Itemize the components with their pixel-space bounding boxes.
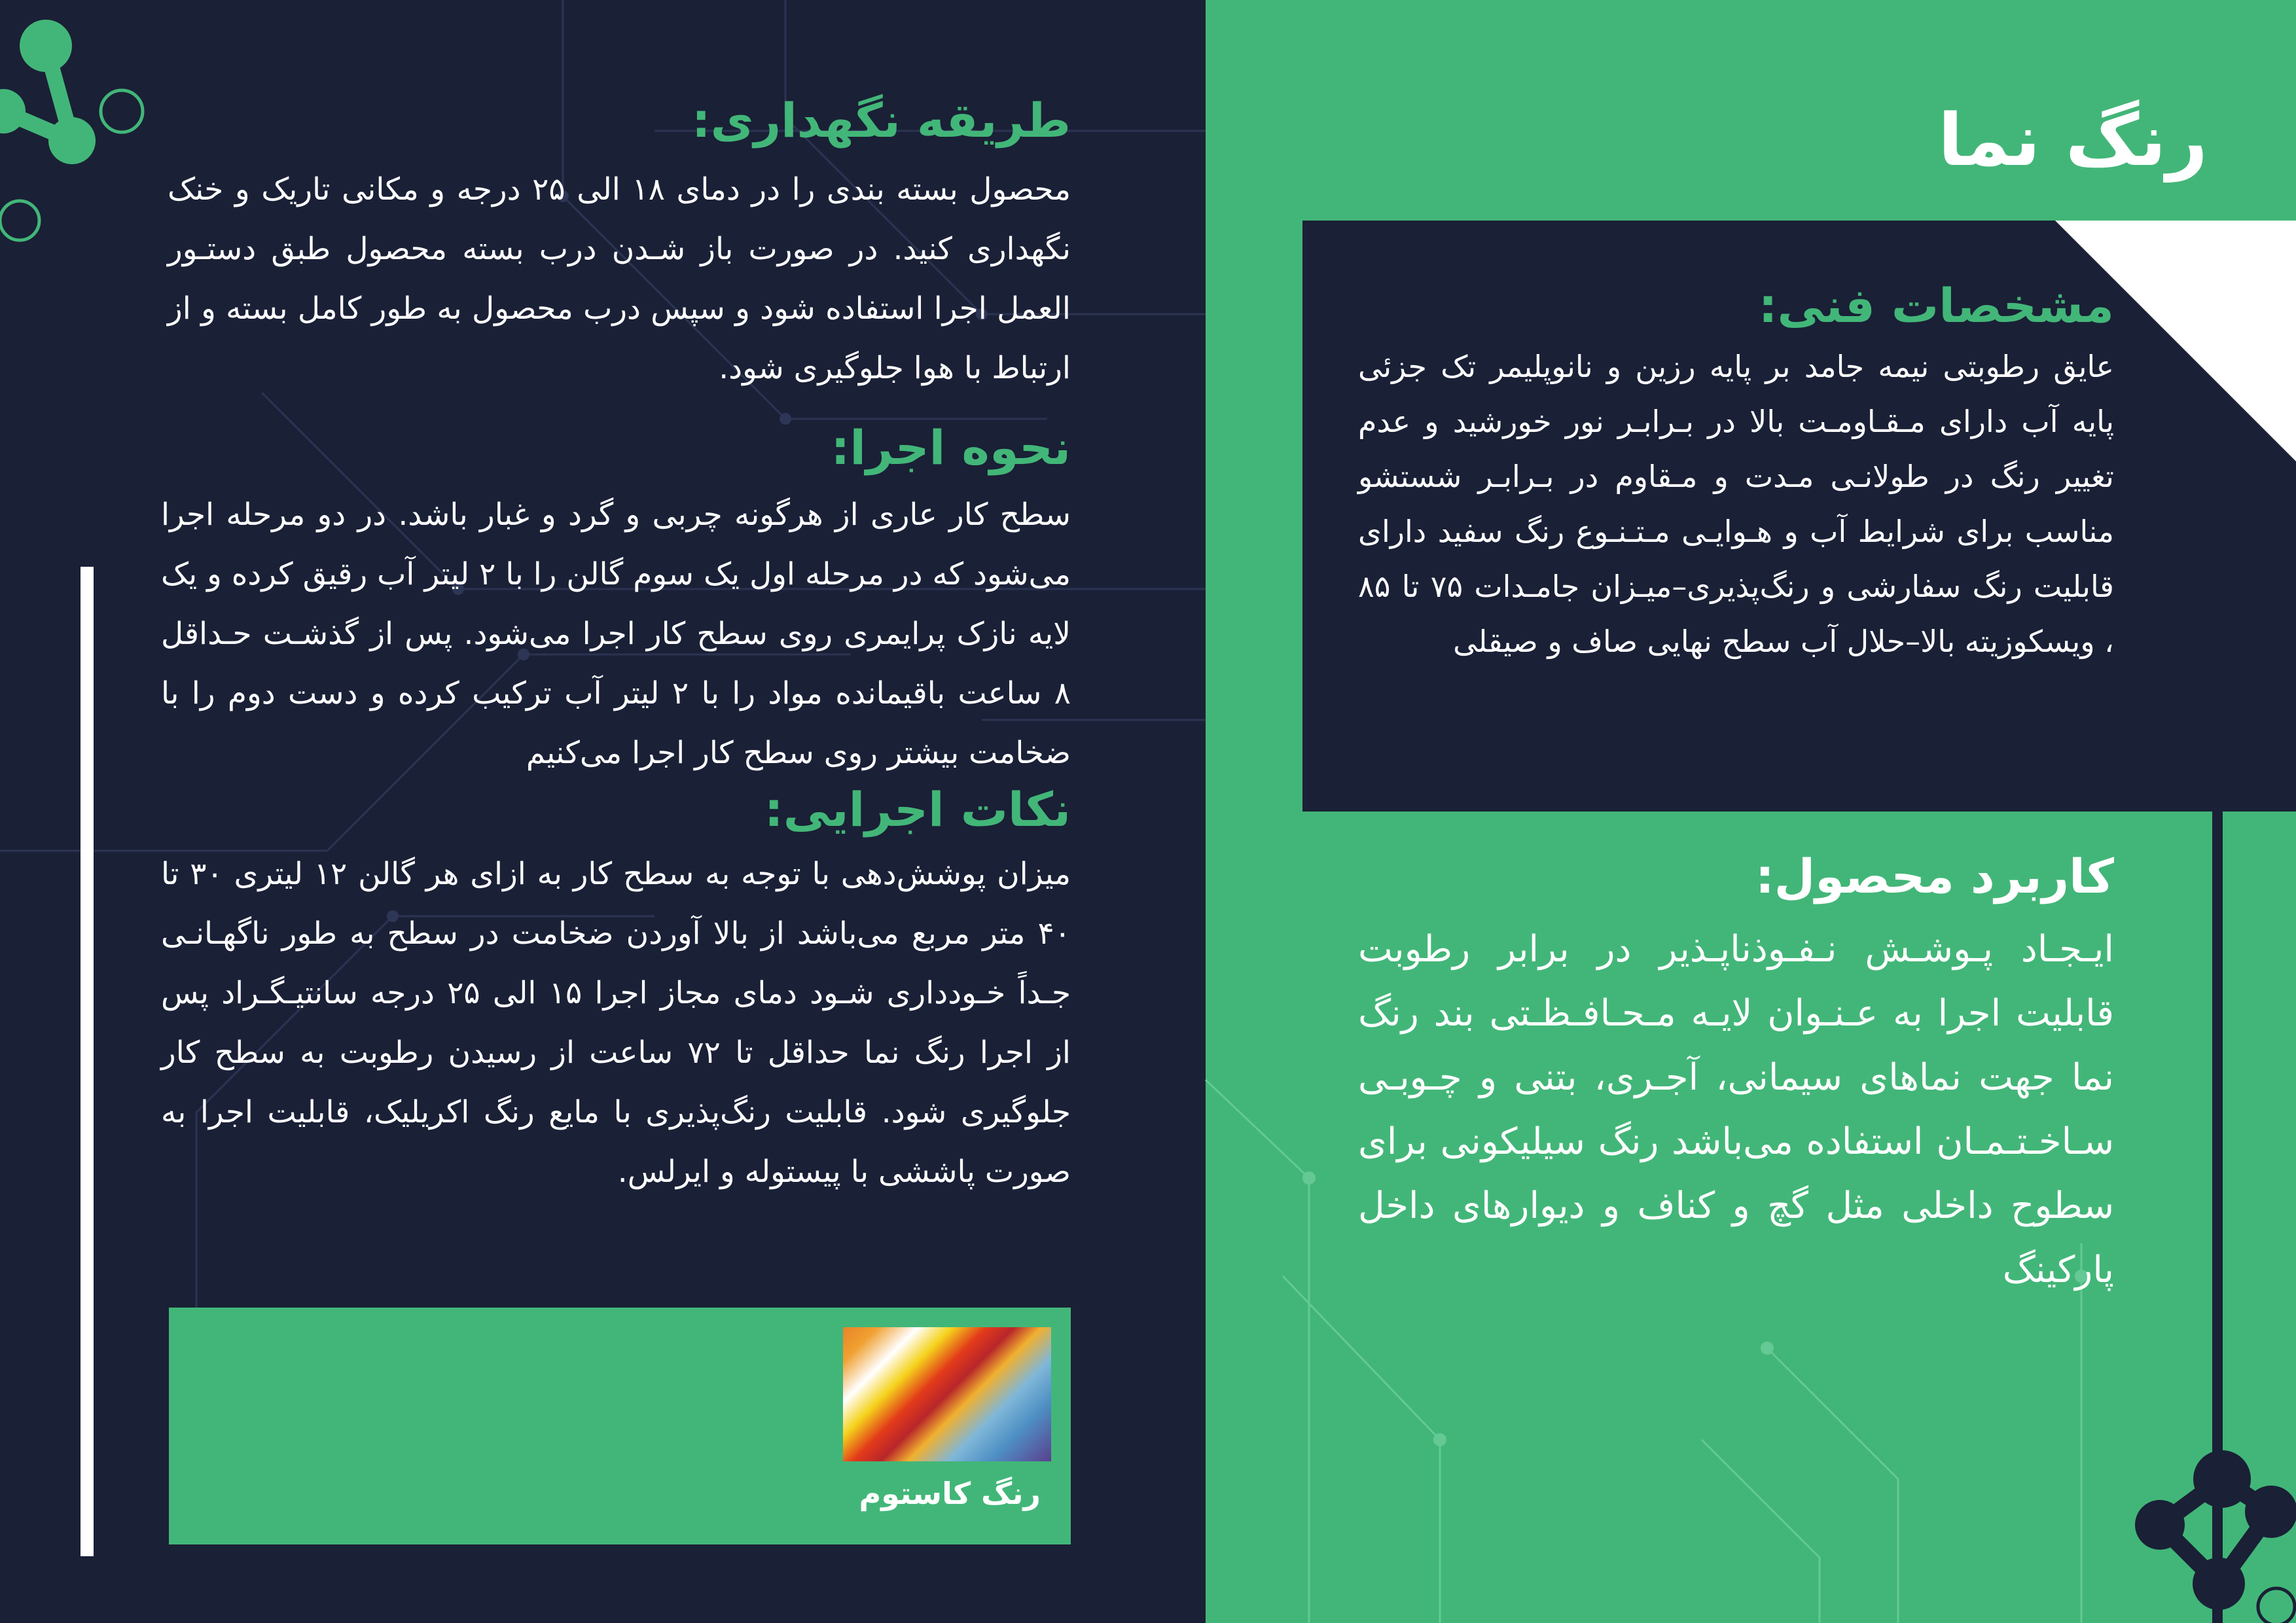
storage-body: محصول بسته بندی را در دمای ۱۸ الی ۲۵ درجه و مکانی تاریک و خنک نگهداری کنید. در صورت باز شـدن درب بسته محصول طبق دستـور العمل اجرا استفاده شود و سپس درب محصول به طور کامل بسته و از ارتباط با هوا جلوگیری شود. (168, 171, 1071, 386)
usage-title: کاربرد محصول: (1755, 849, 2114, 904)
circuit-stem (2212, 812, 2223, 1623)
application-title: نحوه اجرا: (831, 420, 1071, 475)
custom-color-swatch (843, 1327, 1051, 1461)
brand-logo: رنگ نما (1938, 98, 2208, 182)
specs-title: مشخصات فنی: (1758, 278, 2114, 333)
tips-title: نکات اجرایی: (764, 782, 1071, 837)
application-body: سطح کار عاری از هرگونه چربی و گرد و غبار باشد. در دو مرحله اجرا می‌شود که در مرحله اول یک سوم گالن را با ۲ لیتر آب رقیق کرده و یک لایه نازک پرایمری روی سطح کار اجرا می‌شود. پس از گذشـت حـداقل ۸ ساعت باقیمانده مواد را با ۲ لیتر آب ترکیب کرده و دست دوم را با ضخامت بیشتر روی سطح کار اجرا می‌کنیم (161, 497, 1071, 771)
specs-body: عایق رطوبتی نیمه جامد بر پایه رزین و نانوپلیمر تک جزئی پایه آب دارای مـقـاومـت بالا در بـرابـر نور خورشید و عدم تغییر رنگ در طولانـی مـدت و مـقاوم در بـرابـر شستشو مناسب برای شرایط آب و هـوایـی مـتـنـوع رنگ سفید دارای قابلیت رنگ سفارشی و رنگ‌پذیری–میـزان جامـدات ۷۵ تا ۸۵ ، ویسکوزیته بالا–حلال آب سطح نهایی صاف و صیقلی (1358, 349, 2114, 659)
vertical-accent-bar (81, 567, 94, 1556)
tips-body: میزان پوشش‌دهی با توجه به سطح کار به ازای هر گالن ۱۲ لیتری ۳۰ تا ۴۰ متر مربع می‌باشد از بالا آوردن ضخامت در سطح به طور ناگهـانـی جـداً خـودداری شـود دمای مجاز اجرا ۱۵ الی ۲۵ درجه سانتیـگـراد پس از اجرا رنگ نما حداقل تا ۷۲ ساعت از رسیدن رطوبت به سطح کار جلوگیری شود. قابلیت رنگ‌پذیری با مایع رنگ اکریلیک، قابلیت اجرا به صورت پاششی با پیستوله و ایرلس. (161, 856, 1071, 1190)
custom-color-label: رنگ کاستوم (859, 1476, 1041, 1511)
molecule-icon-top (0, 20, 96, 164)
storage-title: طریقه نگهداری: (691, 93, 1071, 148)
usage-body: ایـجـاد پـوشـش نـفـوذناپـذیر در برابر رطوبت قابلیت اجرا به عـنـوان لایـه مـحـافـظـتی بند رنگ نما جهت نماهای سیمانی، آجـری، بتنی و چـوبـی سـاخـتـمـان استفاده می‌باشد رنگ سیلیکونی برای سطوح داخلی مثل گچ و کناف و دیوارهای داخل پارکینگ (1358, 928, 2114, 1291)
